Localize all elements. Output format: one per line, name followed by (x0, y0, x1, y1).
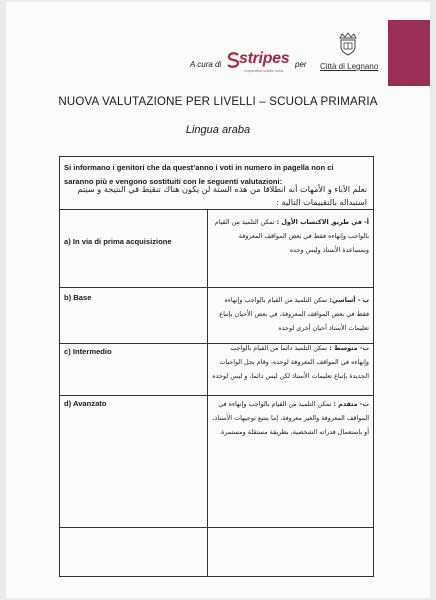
table-divider (60, 287, 373, 288)
legnano-crest-icon (338, 32, 358, 56)
intro-italian: Si informano i genitori che da quest’anno i voti in numero in pagella non ci saranno più e vengono sostituiti con le seguenti valutazioni: (64, 163, 334, 186)
a-cura-di-label: A cura di (190, 60, 222, 69)
level-body-b: تمكن التلميذ من القيام بالواجب وإنهاءه فقط في بعض المواقف المعروفة، في بعض الأحيان بإتباع تعليمات الأستاذ أحيان أخرى لوحده (219, 296, 369, 332)
document-page (6, 2, 430, 598)
evaluation-table (59, 156, 374, 577)
page-subtitle: Lingua araba (185, 124, 251, 136)
table-divider (60, 527, 373, 528)
level-heading-b: ب - أساسي: (329, 296, 369, 304)
level-body-c: تمكن التلميذ دائما من القيام بالواجب وإنهاءه في المواقف المعروفة لوحده، وقام بحل الواجبات الجديدة بإتباع تعليمات الأستاذ لكن ليس دائما، و ليس لوحده (212, 344, 369, 380)
level-label-d: d) Avanzato (64, 399, 107, 408)
level-description-a (211, 215, 369, 257)
level-label-a: a) In via di prima acquisizione (64, 237, 172, 246)
level-heading-c: ت- متوسط : (329, 344, 369, 352)
maroon-side-bar (388, 20, 430, 86)
level-description-c (211, 341, 369, 383)
per-label: per (295, 60, 307, 69)
stripes-logo (227, 48, 295, 78)
stripes-logo-text: stripes (239, 50, 290, 67)
table-divider (60, 395, 373, 396)
page-title: NUOVA VALUTAZIONE PER LIVELLI – SCUOLA PRIMARIA (58, 96, 378, 108)
level-body-d: تمكن التلميذ من القيام بالواجب وإنهاءه في المواقف المعروفة والغير معروفة، إما بتتبع توجيهات الأستاذ، أو باستعمال قدراته الشخصية، بطريقة مستقلة ومستمرة. (212, 400, 369, 436)
level-description-d (211, 397, 369, 439)
level-heading-a: أ- في طريق الاكتساب الأول : (276, 218, 369, 226)
table-column-divider (207, 209, 208, 576)
level-label-b: b) Base (64, 293, 92, 302)
level-heading-d: ث- متقدم : (333, 400, 369, 408)
citta-di-legnano-label: Città di Legnano (320, 62, 379, 71)
level-body-a: تمكن التلميذ من القيام بالواجب وإنهاءه فقط في بعض المواقف المعروفة وبمساعدة الأستاذ وليس وحده (214, 218, 369, 254)
stripes-logo-tagline: cooperativa sociale onlus (244, 69, 284, 73)
level-description-b (211, 293, 369, 335)
intro-arabic: نعلم الآباء و الأمهات أنه انطلاقا من هذه السنة لن يكون هناك تنقيط في النتيجة و سيتم استبداله بالتقييمات التالية : (77, 184, 367, 207)
table-divider (60, 209, 373, 210)
level-label-c: c) Intermedio (64, 347, 112, 356)
